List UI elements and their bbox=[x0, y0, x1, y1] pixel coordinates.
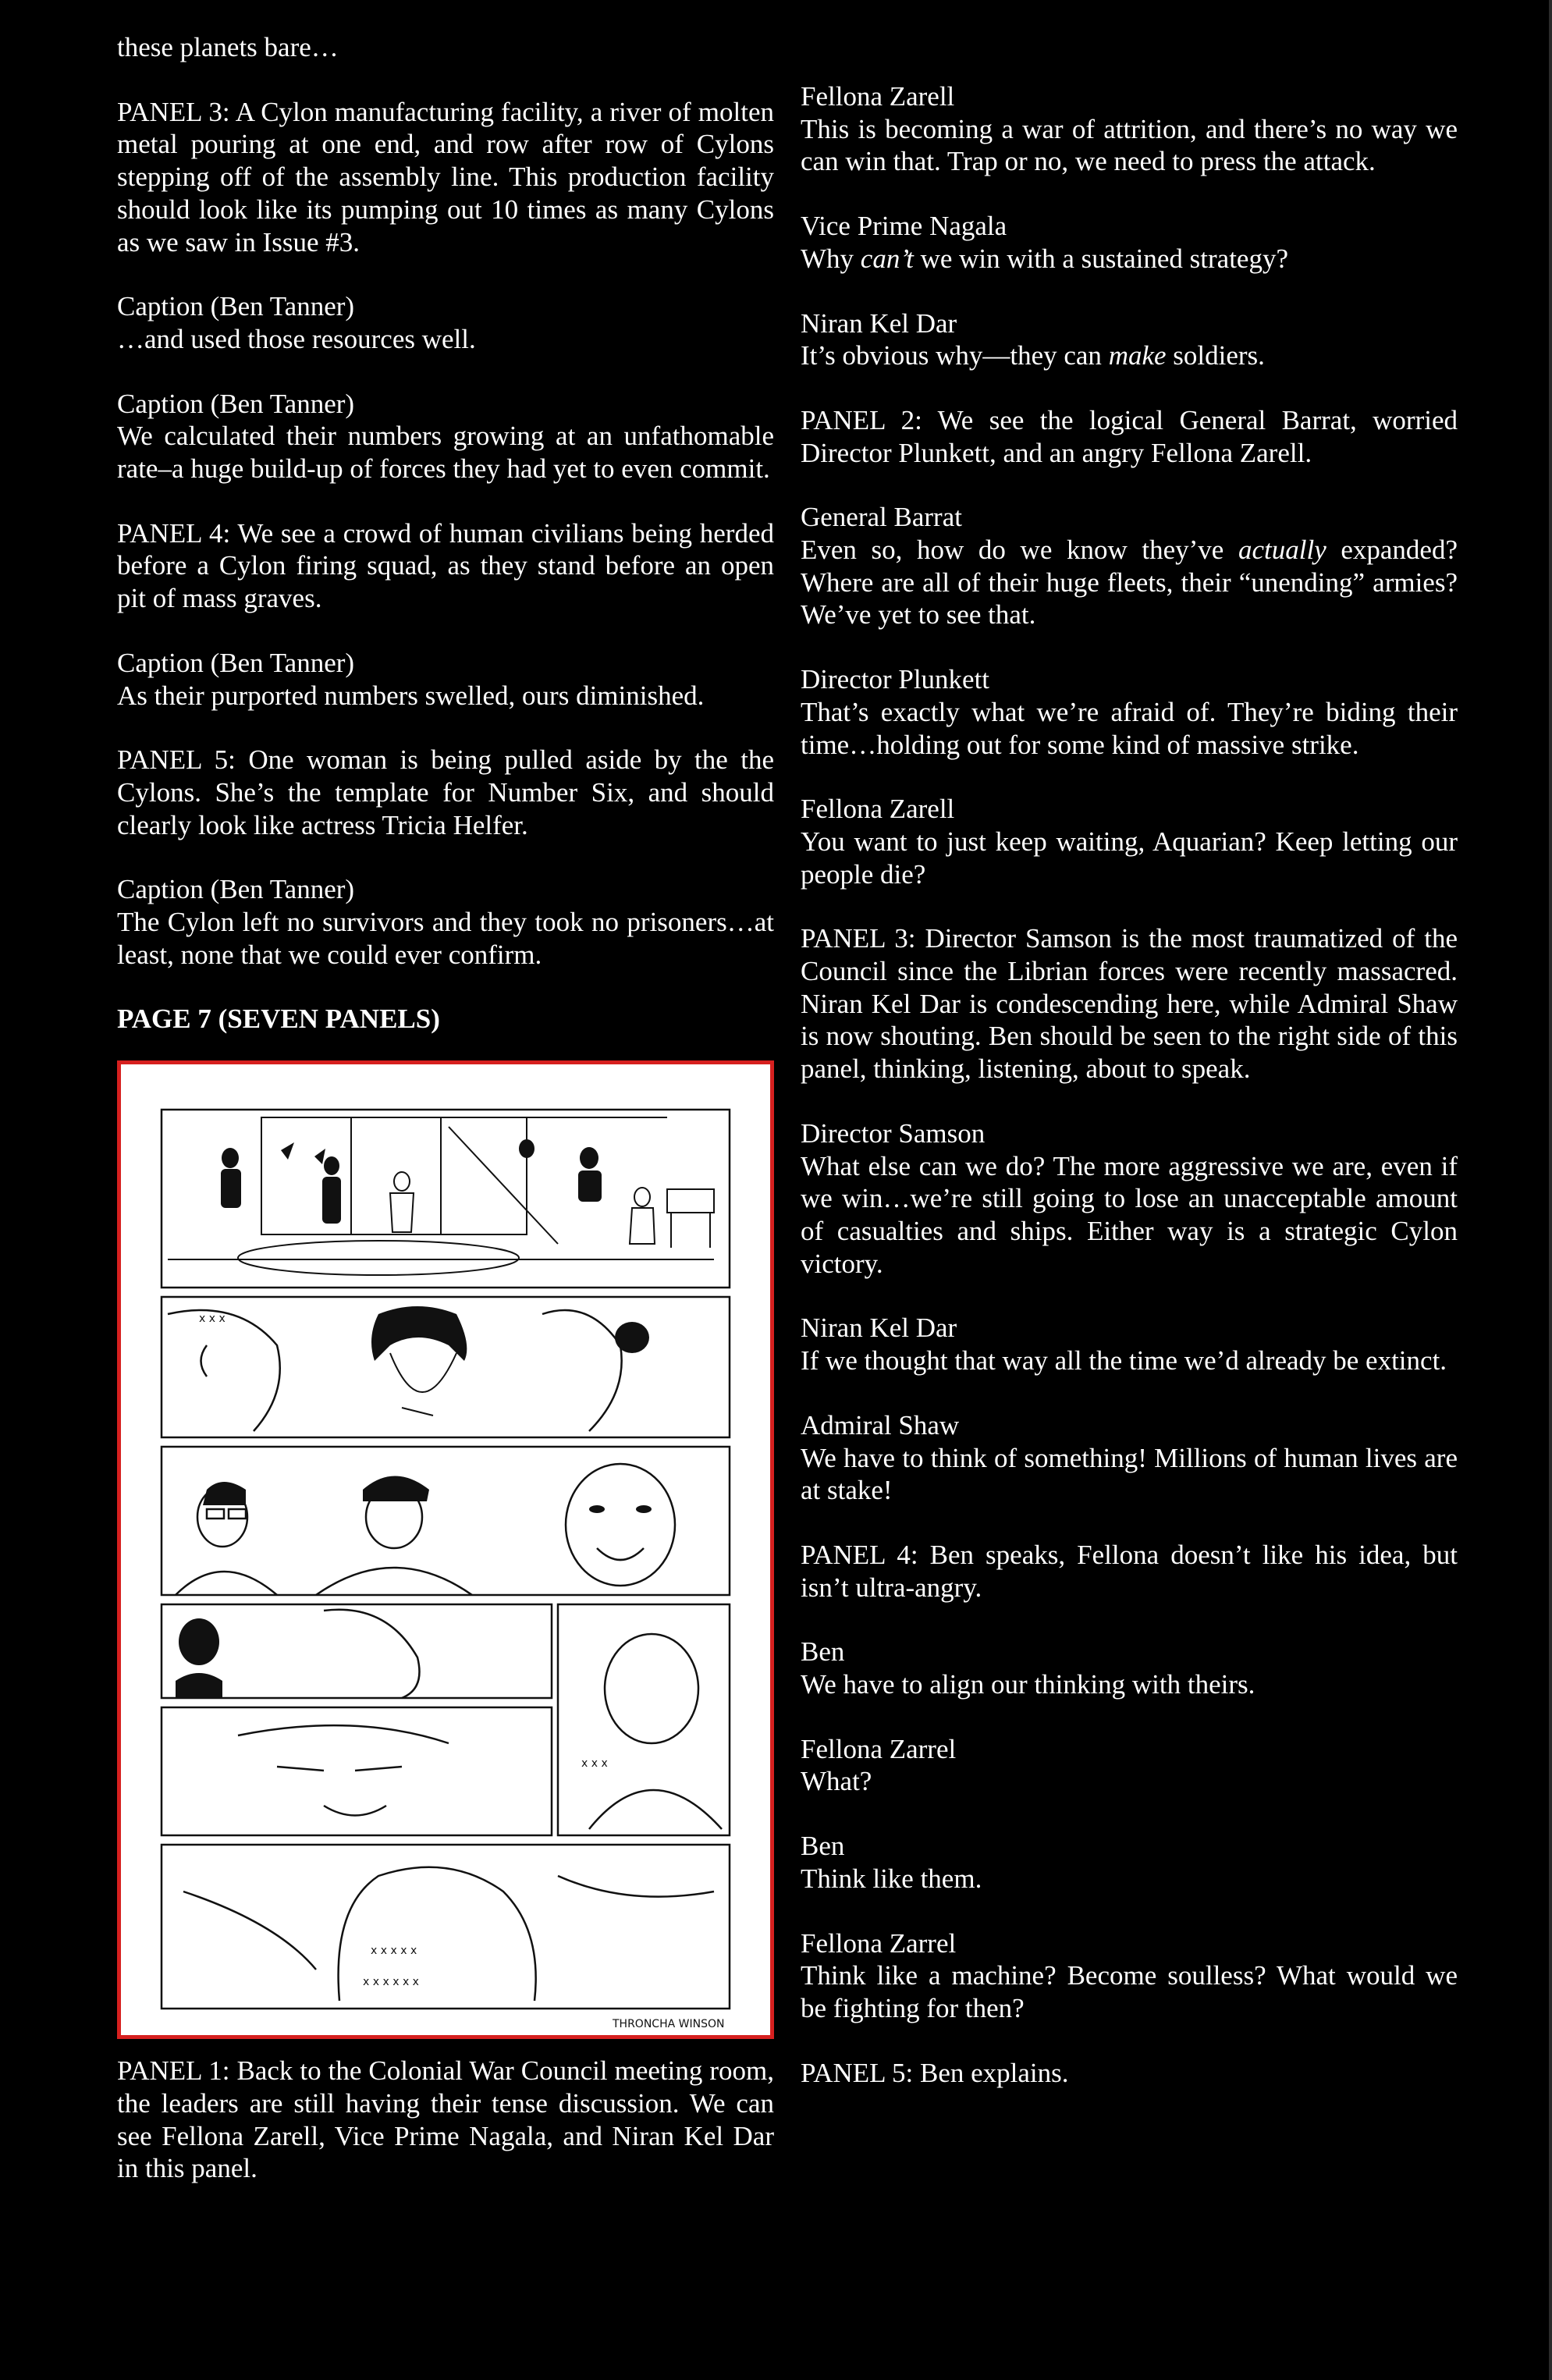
speaker-name: General Barrat bbox=[801, 502, 962, 533]
speaker-name: Fellona Zarrel bbox=[801, 1733, 957, 1764]
speaker-name: Niran Kel Dar bbox=[801, 307, 957, 339]
caption-block: Caption (Ben Tanner) The Cylon left no survivors and they took no prisoners…at least, none that we could ever confirm. bbox=[117, 874, 774, 970]
page-7-panel-1-description: PANEL 1: Back to the Colonial War Council meeting room, the leaders are still having their tense discussion. We can see Fellona Zarell, Vice Prime Nagala, and Niran Kel Dar in this panel. bbox=[117, 2055, 774, 2184]
dialogue-block bbox=[801, 1733, 1458, 1798]
svg-text:x x x: x x x bbox=[199, 1313, 226, 1326]
speaker-name: Ben bbox=[801, 1831, 845, 1862]
speaker-name: Director Plunkett bbox=[801, 664, 990, 695]
dialogue-text: Even so, how do we know they’ve actually expanded? Where are all of their huge fleets, their “unending” armies? We’ve yet to see that. bbox=[801, 535, 1458, 631]
panel-5-description: PANEL 5: Ben explains. bbox=[801, 2057, 1069, 2088]
svg-text:x x x x x x: x x x x x x bbox=[363, 1976, 419, 1989]
speaker-name: Fellona Zarell bbox=[801, 81, 955, 112]
dialogue-text: That’s exactly what we’re afraid of. They’re biding their time…holding out for some kind of massive strike. bbox=[801, 696, 1458, 760]
dialogue-text: What else can we do? The more aggressive we are, even if we win…we’re still going to lose an unacceptable amount of casualties and ships. Either way is a strategic Cylon victory. bbox=[801, 1150, 1458, 1279]
page-edge bbox=[1549, 0, 1552, 2380]
speaker-name: Ben bbox=[801, 1636, 845, 1668]
dialogue-block bbox=[801, 793, 1458, 890]
dialogue-block bbox=[801, 210, 1458, 275]
dialogue-block bbox=[801, 1409, 1458, 1507]
dialogue-block bbox=[801, 1312, 1458, 1376]
dialogue-text: You want to just keep waiting, Aquarian? Keep letting our people die? bbox=[801, 826, 1458, 890]
dialogue-text: This is becoming a war of attrition, and there’s no way we can win that. Trap or no, we need to press the attack. bbox=[801, 113, 1458, 177]
panel-3-description: PANEL 3: A Cylon manufacturing facility, a river of molten metal pouring at one end, and row after row of Cylons stepping off of the assembly line. This production facility should look like its pumping out 10 times as many Cylons as we saw in Issue #3. bbox=[117, 96, 774, 258]
dialogue-block bbox=[801, 307, 1458, 372]
dialogue-text: It’s obvious why—they can make soldiers. bbox=[801, 340, 1265, 371]
panel-5-description: PANEL 5: One woman is being pulled aside by the the Cylons. She’s the template for Number Six, and should clearly look like actress Tricia Helfer. bbox=[117, 744, 774, 840]
dialogue-text: If we thought that way all the time we’d already be extinct. bbox=[801, 1345, 1447, 1376]
intro-text: these planets bare… bbox=[117, 32, 339, 62]
artist-signature: THRONCHA WINSON bbox=[613, 2018, 725, 2031]
speaker-name: Fellona Zarrel bbox=[801, 1927, 957, 1959]
caption-block: Caption (Ben Tanner) As their purported numbers swelled, ours diminished. bbox=[117, 647, 705, 711]
dialogue-block bbox=[801, 663, 1458, 761]
left-column bbox=[117, 31, 774, 2217]
speaker-name: Admiral Shaw bbox=[801, 1409, 960, 1440]
caption-block: Caption (Ben Tanner) …and used those resources well. bbox=[117, 291, 476, 354]
caption-block: Caption (Ben Tanner) We calculated their numbers growing at an unfathomable rate–a huge build-up of forces they had yet to even commit. bbox=[117, 388, 774, 485]
dialogue-text: We have to align our thinking with theirs. bbox=[801, 1669, 1255, 1700]
dialogue-text: Think like them. bbox=[801, 1863, 982, 1894]
page-heading: PAGE 7 (SEVEN PANELS) bbox=[117, 1004, 440, 1035]
panel-4-description: PANEL 4: Ben speaks, Fellona doesn’t like his idea, but isn’t ultra-angry. bbox=[801, 1539, 1458, 1603]
comic-page-artwork bbox=[117, 1060, 774, 2039]
speaker-name: Vice Prime Nagala bbox=[801, 211, 1007, 242]
dialogue-block bbox=[801, 1117, 1458, 1281]
dialogue-text: What? bbox=[801, 1766, 872, 1797]
svg-text:x x x x x: x x x x x bbox=[371, 1945, 417, 1958]
dialogue-text: Why can’t we win with a sustained strategy? bbox=[801, 243, 1288, 274]
speaker-name: Director Samson bbox=[801, 1117, 986, 1149]
dialogue-block bbox=[801, 80, 1458, 178]
panel-4-description: PANEL 4: We see a crowd of human civilians being herded before a Cylon firing squad, as they stand before an open pit of mass graves. bbox=[117, 517, 774, 614]
dialogue-block bbox=[801, 501, 1458, 631]
speaker-name: Fellona Zarell bbox=[801, 794, 955, 825]
dialogue-block bbox=[801, 1927, 1458, 2025]
comic-line-art bbox=[121, 1064, 770, 2035]
right-column bbox=[801, 80, 1458, 2121]
dialogue-text: Think like a machine? Become soulless? What would we be fighting for then? bbox=[801, 1960, 1458, 2023]
panel-2-description: PANEL 2: We see the logical General Barrat, worried Director Plunkett, and an angry Fellona Zarell. bbox=[801, 404, 1458, 468]
dialogue-block bbox=[801, 1830, 1458, 1895]
dialogue-block bbox=[801, 1636, 1458, 1700]
panel-3-description: PANEL 3: Director Samson is the most traumatized of the Council since the Librian forces were recently massacred. Niran Kel Dar is condescending here, while Admiral Shaw is now shouting. Ben should be seen to the right side of this panel, thinking, listening, about to speak. bbox=[801, 923, 1458, 1085]
svg-text:x x x: x x x bbox=[581, 1757, 608, 1771]
speaker-name: Niran Kel Dar bbox=[801, 1313, 957, 1344]
dialogue-text: We have to think of something! Millions of human lives are at stake! bbox=[801, 1442, 1458, 1506]
